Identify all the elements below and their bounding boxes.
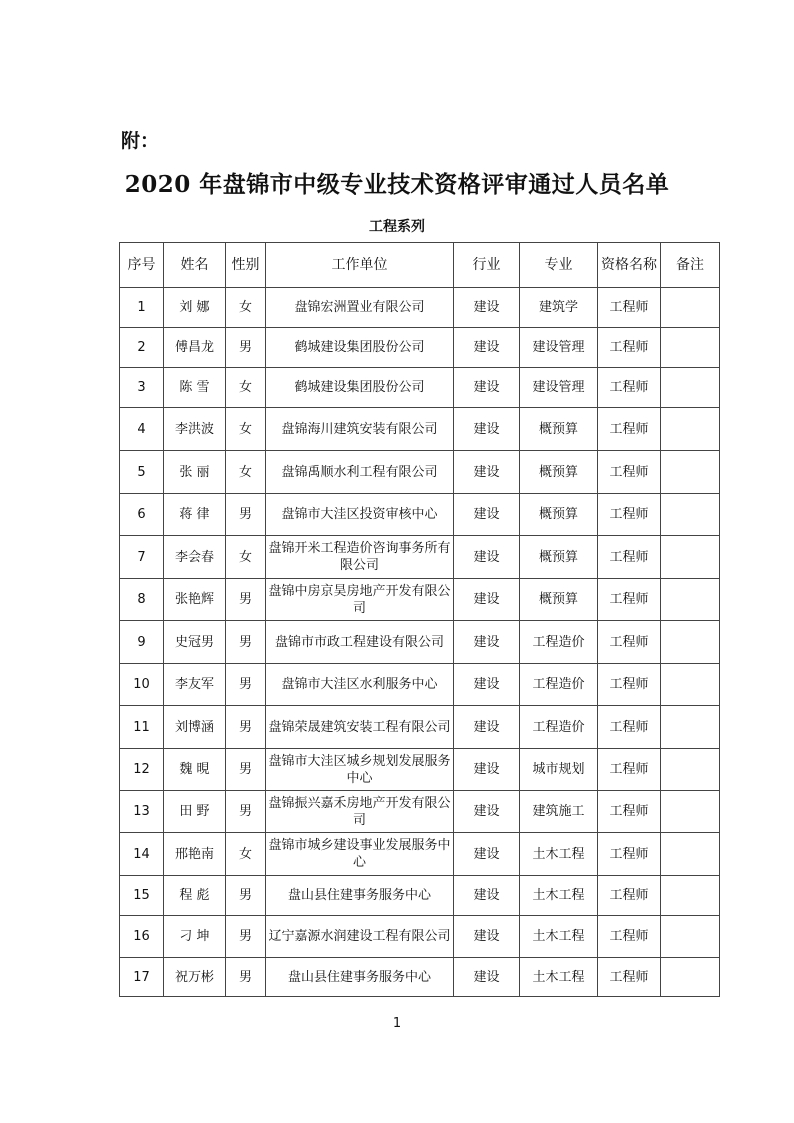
cell-employer: 盘锦禹顺水利工程有限公司 (266, 451, 454, 494)
cell-no: 8 (120, 579, 164, 621)
table-row (120, 916, 720, 958)
cell-qualification: 工程师 (598, 451, 661, 494)
cell-qualification: 工程师 (598, 494, 661, 536)
cell-qualification: 工程师 (598, 368, 661, 408)
table-row (120, 833, 720, 876)
cell-employer: 盘锦开米工程造价咨询事务所有限公司 (266, 536, 454, 579)
column-header-name: 姓名 (164, 243, 226, 288)
cell-name: 傅昌龙 (164, 328, 226, 368)
cell-industry: 建设 (454, 876, 520, 916)
cell-industry: 建设 (454, 749, 520, 791)
cell-name: 魏 晛 (164, 749, 226, 791)
cell-no: 16 (120, 916, 164, 958)
cell-qualification: 工程师 (598, 833, 661, 876)
column-header-qualification: 资格名称 (598, 243, 661, 288)
table-row (120, 706, 720, 749)
cell-no: 3 (120, 368, 164, 408)
cell-major: 城市规划 (520, 749, 598, 791)
cell-industry: 建设 (454, 494, 520, 536)
cell-industry: 建设 (454, 664, 520, 706)
cell-no: 5 (120, 451, 164, 494)
table-row (120, 621, 720, 664)
cell-qualification: 工程师 (598, 288, 661, 328)
cell-employer: 盘锦市大洼区投资审核中心 (266, 494, 454, 536)
cell-remark (661, 833, 720, 876)
cell-gender: 女 (226, 368, 266, 408)
cell-major: 建设管理 (520, 368, 598, 408)
cell-remark (661, 916, 720, 958)
cell-remark (661, 579, 720, 621)
cell-employer: 盘山县住建事务服务中心 (266, 958, 454, 997)
cell-employer: 盘锦市大洼区城乡规划发展服务中心 (266, 749, 454, 791)
cell-name: 邢艳南 (164, 833, 226, 876)
cell-no: 17 (120, 958, 164, 997)
cell-employer: 辽宁嘉源水润建设工程有限公司 (266, 916, 454, 958)
table-row (120, 876, 720, 916)
cell-major: 建筑学 (520, 288, 598, 328)
column-header-employer: 工作单位 (266, 243, 454, 288)
cell-employer: 鹤城建设集团股份公司 (266, 328, 454, 368)
cell-name: 田 野 (164, 791, 226, 833)
cell-employer: 鹤城建设集团股份公司 (266, 368, 454, 408)
cell-major: 概预算 (520, 494, 598, 536)
column-header-major: 专业 (520, 243, 598, 288)
cell-remark (661, 288, 720, 328)
cell-name: 刘 娜 (164, 288, 226, 328)
cell-no: 9 (120, 621, 164, 664)
cell-gender: 男 (226, 749, 266, 791)
cell-gender: 男 (226, 876, 266, 916)
table-row (120, 328, 720, 368)
cell-major: 土木工程 (520, 916, 598, 958)
cell-gender: 男 (226, 579, 266, 621)
cell-remark (661, 621, 720, 664)
page-title: 2020 年盘锦市中级专业技术资格评审通过人员名单 (124, 171, 670, 198)
cell-industry: 建设 (454, 579, 520, 621)
cell-no: 2 (120, 328, 164, 368)
cell-no: 4 (120, 408, 164, 451)
cell-remark (661, 876, 720, 916)
column-header-industry: 行业 (454, 243, 520, 288)
cell-qualification: 工程师 (598, 916, 661, 958)
table-row (120, 791, 720, 833)
cell-name: 李会春 (164, 536, 226, 579)
table-row (120, 451, 720, 494)
cell-no: 10 (120, 664, 164, 706)
table-row (120, 958, 720, 997)
cell-major: 工程造价 (520, 621, 598, 664)
cell-remark (661, 408, 720, 451)
cell-remark (661, 791, 720, 833)
cell-name: 祝万彬 (164, 958, 226, 997)
cell-qualification: 工程师 (598, 749, 661, 791)
cell-gender: 男 (226, 621, 266, 664)
cell-remark (661, 958, 720, 997)
cell-qualification: 工程师 (598, 536, 661, 579)
cell-gender: 男 (226, 494, 266, 536)
cell-industry: 建设 (454, 288, 520, 328)
cell-gender: 男 (226, 664, 266, 706)
cell-gender: 女 (226, 288, 266, 328)
column-header-no: 序号 (120, 243, 164, 288)
cell-name: 张 丽 (164, 451, 226, 494)
table-row (120, 368, 720, 408)
cell-major: 概预算 (520, 536, 598, 579)
cell-remark (661, 664, 720, 706)
column-header-gender: 性别 (226, 243, 266, 288)
table-row (120, 749, 720, 791)
cell-employer: 盘锦振兴嘉禾房地产开发有限公司 (266, 791, 454, 833)
cell-name: 李友军 (164, 664, 226, 706)
cell-name: 李洪波 (164, 408, 226, 451)
table-row (120, 288, 720, 328)
series-heading: 工程系列 (369, 219, 425, 235)
cell-industry: 建设 (454, 958, 520, 997)
cell-gender: 女 (226, 451, 266, 494)
cell-industry: 建设 (454, 621, 520, 664)
cell-name: 程 彪 (164, 876, 226, 916)
cell-major: 土木工程 (520, 833, 598, 876)
cell-name: 陈 雪 (164, 368, 226, 408)
cell-qualification: 工程师 (598, 621, 661, 664)
cell-remark (661, 368, 720, 408)
cell-qualification: 工程师 (598, 328, 661, 368)
column-header-remark: 备注 (661, 243, 720, 288)
cell-qualification: 工程师 (598, 958, 661, 997)
table-row (120, 536, 720, 579)
cell-no: 1 (120, 288, 164, 328)
table-header-row (120, 243, 720, 288)
cell-industry: 建设 (454, 328, 520, 368)
cell-remark (661, 451, 720, 494)
table-row (120, 579, 720, 621)
attachment-label: 附： (121, 130, 160, 152)
cell-employer: 盘锦市城乡建设事业发展服务中心 (266, 833, 454, 876)
page-number: 1 (392, 1016, 402, 1031)
cell-remark (661, 536, 720, 579)
cell-industry: 建设 (454, 916, 520, 958)
cell-industry: 建设 (454, 408, 520, 451)
cell-gender: 女 (226, 408, 266, 451)
cell-qualification: 工程师 (598, 706, 661, 749)
cell-name: 蒋 律 (164, 494, 226, 536)
cell-major: 建设管理 (520, 328, 598, 368)
cell-industry: 建设 (454, 451, 520, 494)
cell-qualification: 工程师 (598, 791, 661, 833)
cell-no: 15 (120, 876, 164, 916)
cell-employer: 盘锦荣晟建筑安装工程有限公司 (266, 706, 454, 749)
cell-major: 概预算 (520, 451, 598, 494)
cell-remark (661, 749, 720, 791)
cell-no: 12 (120, 749, 164, 791)
cell-employer: 盘山县住建事务服务中心 (266, 876, 454, 916)
cell-gender: 男 (226, 791, 266, 833)
cell-gender: 女 (226, 833, 266, 876)
cell-gender: 男 (226, 916, 266, 958)
cell-major: 工程造价 (520, 706, 598, 749)
cell-major: 土木工程 (520, 876, 598, 916)
cell-gender: 男 (226, 958, 266, 997)
cell-qualification: 工程师 (598, 876, 661, 916)
cell-remark (661, 328, 720, 368)
cell-no: 13 (120, 791, 164, 833)
cell-major: 概预算 (520, 579, 598, 621)
cell-major: 建筑施工 (520, 791, 598, 833)
cell-name: 史冠男 (164, 621, 226, 664)
cell-gender: 女 (226, 536, 266, 579)
cell-name: 刁 坤 (164, 916, 226, 958)
cell-no: 6 (120, 494, 164, 536)
cell-major: 土木工程 (520, 958, 598, 997)
cell-remark (661, 494, 720, 536)
table-row (120, 408, 720, 451)
cell-gender: 男 (226, 328, 266, 368)
cell-industry: 建设 (454, 536, 520, 579)
cell-employer: 盘锦市大洼区水利服务中心 (266, 664, 454, 706)
roster-table (119, 242, 720, 997)
cell-no: 7 (120, 536, 164, 579)
cell-name: 刘博涵 (164, 706, 226, 749)
table-row (120, 494, 720, 536)
cell-employer: 盘锦中房京昊房地产开发有限公司 (266, 579, 454, 621)
cell-major: 概预算 (520, 408, 598, 451)
table-row (120, 664, 720, 706)
cell-remark (661, 706, 720, 749)
cell-industry: 建设 (454, 368, 520, 408)
cell-major: 工程造价 (520, 664, 598, 706)
cell-employer: 盘锦海川建筑安装有限公司 (266, 408, 454, 451)
cell-industry: 建设 (454, 706, 520, 749)
cell-industry: 建设 (454, 833, 520, 876)
cell-employer: 盘锦市市政工程建设有限公司 (266, 621, 454, 664)
cell-no: 11 (120, 706, 164, 749)
cell-employer: 盘锦宏洲置业有限公司 (266, 288, 454, 328)
cell-name: 张艳辉 (164, 579, 226, 621)
cell-qualification: 工程师 (598, 579, 661, 621)
cell-industry: 建设 (454, 791, 520, 833)
cell-qualification: 工程师 (598, 408, 661, 451)
cell-qualification: 工程师 (598, 664, 661, 706)
table-body (120, 288, 720, 997)
cell-gender: 男 (226, 706, 266, 749)
cell-no: 14 (120, 833, 164, 876)
